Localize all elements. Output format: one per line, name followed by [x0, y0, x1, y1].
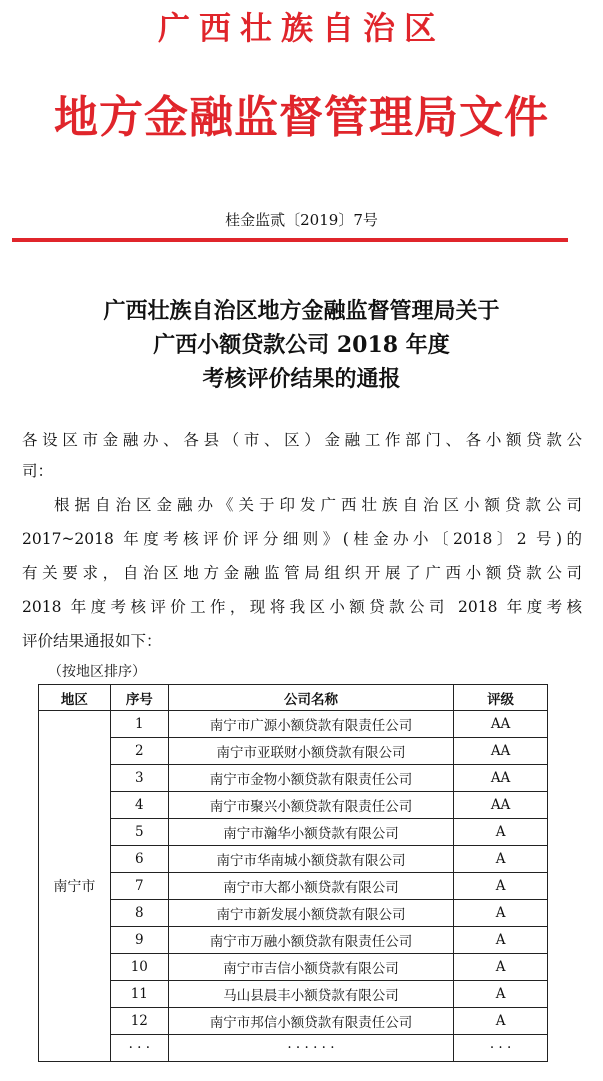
table-row [39, 846, 548, 873]
rating-table [38, 684, 548, 1062]
red-divider-line [12, 238, 568, 242]
table-row [39, 819, 548, 846]
table-row [39, 765, 548, 792]
grade-cell: AA [454, 765, 548, 792]
serial-cell: 1 [110, 711, 168, 738]
grade-cell: A [454, 927, 548, 954]
grade-cell: A [454, 981, 548, 1008]
company-cell: 马山县晨丰小额贷款有限公司 [168, 981, 453, 1008]
serial-cell: 3 [110, 765, 168, 792]
greeting-line-1: 各设区市金融办、各县（市、区）金融工作部门、各小额贷款公 [22, 431, 582, 449]
company-cell: 南宁市邦信小额贷款有限责任公司 [168, 1008, 453, 1035]
document-title-line-3: 考核评价结果的通报 [202, 366, 401, 392]
header-region: 地区 [39, 685, 111, 711]
table-row [39, 900, 548, 927]
table-row [39, 981, 548, 1008]
grade-cell: A [454, 1008, 548, 1035]
serial-cell: 8 [110, 900, 168, 927]
header-grade: 评级 [454, 685, 548, 711]
paragraph-line-1: 根据自治区金融办《关于印发广西壮族自治区小额贷款公司 [54, 496, 582, 514]
company-cell: 南宁市瀚华小额贷款有限公司 [168, 819, 453, 846]
grade-cell: AA [454, 792, 548, 819]
serial-cell: 9 [110, 927, 168, 954]
issuer-region: 广西壮族自治区 [157, 9, 445, 47]
document-title-line-2: 广西小额贷款公司 2018 年度 [153, 332, 450, 358]
company-cell: 南宁市新发展小额贷款有限公司 [168, 900, 453, 927]
serial-cell: 5 [110, 819, 168, 846]
header-company-name: 公司名称 [168, 685, 453, 711]
serial-cell: 7 [110, 873, 168, 900]
grade-cell: A [454, 900, 548, 927]
grade-cell: A [454, 819, 548, 846]
table-row [39, 738, 548, 765]
paragraph-line-3: 有关要求，自治区地方金融监管局组织开展了广西小额贷款公司 [22, 564, 582, 582]
paragraph-line-5: 评价结果通报如下： [22, 632, 162, 650]
company-cell: 南宁市万融小额贷款有限责任公司 [168, 927, 453, 954]
grade-ellipsis: · · · [454, 1035, 548, 1062]
company-cell: 南宁市华南城小额贷款有限公司 [168, 846, 453, 873]
table-row [39, 927, 548, 954]
table-row [39, 873, 548, 900]
region-cell: 南宁市 [39, 711, 111, 1062]
grade-cell: A [454, 846, 548, 873]
issuer-document-header: 地方金融监督管理局文件 [54, 92, 549, 143]
grade-cell: A [454, 954, 548, 981]
table-sort-note: （按地区排序） [48, 664, 146, 680]
grade-cell: AA [454, 711, 548, 738]
company-ellipsis: · · · · · · [168, 1035, 453, 1062]
grade-cell: A [454, 873, 548, 900]
serial-cell: 11 [110, 981, 168, 1008]
document-title-line-1: 广西壮族自治区地方金融监督管理局关于 [103, 298, 500, 324]
serial-cell: 4 [110, 792, 168, 819]
table-row [39, 792, 548, 819]
table-row [39, 954, 548, 981]
company-cell: 南宁市金物小额贷款有限责任公司 [168, 765, 453, 792]
table-row-ellipsis [39, 1035, 548, 1062]
serial-cell: 10 [110, 954, 168, 981]
grade-cell: AA [454, 738, 548, 765]
company-cell: 南宁市吉信小额贷款有限公司 [168, 954, 453, 981]
document-number: 桂金监贰〔2019〕7号 [225, 211, 378, 229]
serial-cell: 2 [110, 738, 168, 765]
header-serial: 序号 [110, 685, 168, 711]
serial-cell: 12 [110, 1008, 168, 1035]
paragraph-line-2: 2017~2018 年度考核评价评分细则》(桂金办小〔2018〕2 号)的 [22, 530, 582, 548]
company-cell: 南宁市大都小额贷款有限公司 [168, 873, 453, 900]
table-row [39, 711, 548, 738]
company-cell: 南宁市广源小额贷款有限责任公司 [168, 711, 453, 738]
company-cell: 南宁市亚联财小额贷款有限公司 [168, 738, 453, 765]
greeting-line-2: 司： [22, 462, 54, 480]
serial-cell: 6 [110, 846, 168, 873]
serial-ellipsis: · · · [110, 1035, 168, 1062]
table-header-row [39, 685, 548, 711]
table-row [39, 1008, 548, 1035]
paragraph-line-4: 2018 年度考核评价工作，现将我区小额贷款公司 2018 年度考核 [22, 598, 582, 616]
company-cell: 南宁市聚兴小额贷款有限责任公司 [168, 792, 453, 819]
